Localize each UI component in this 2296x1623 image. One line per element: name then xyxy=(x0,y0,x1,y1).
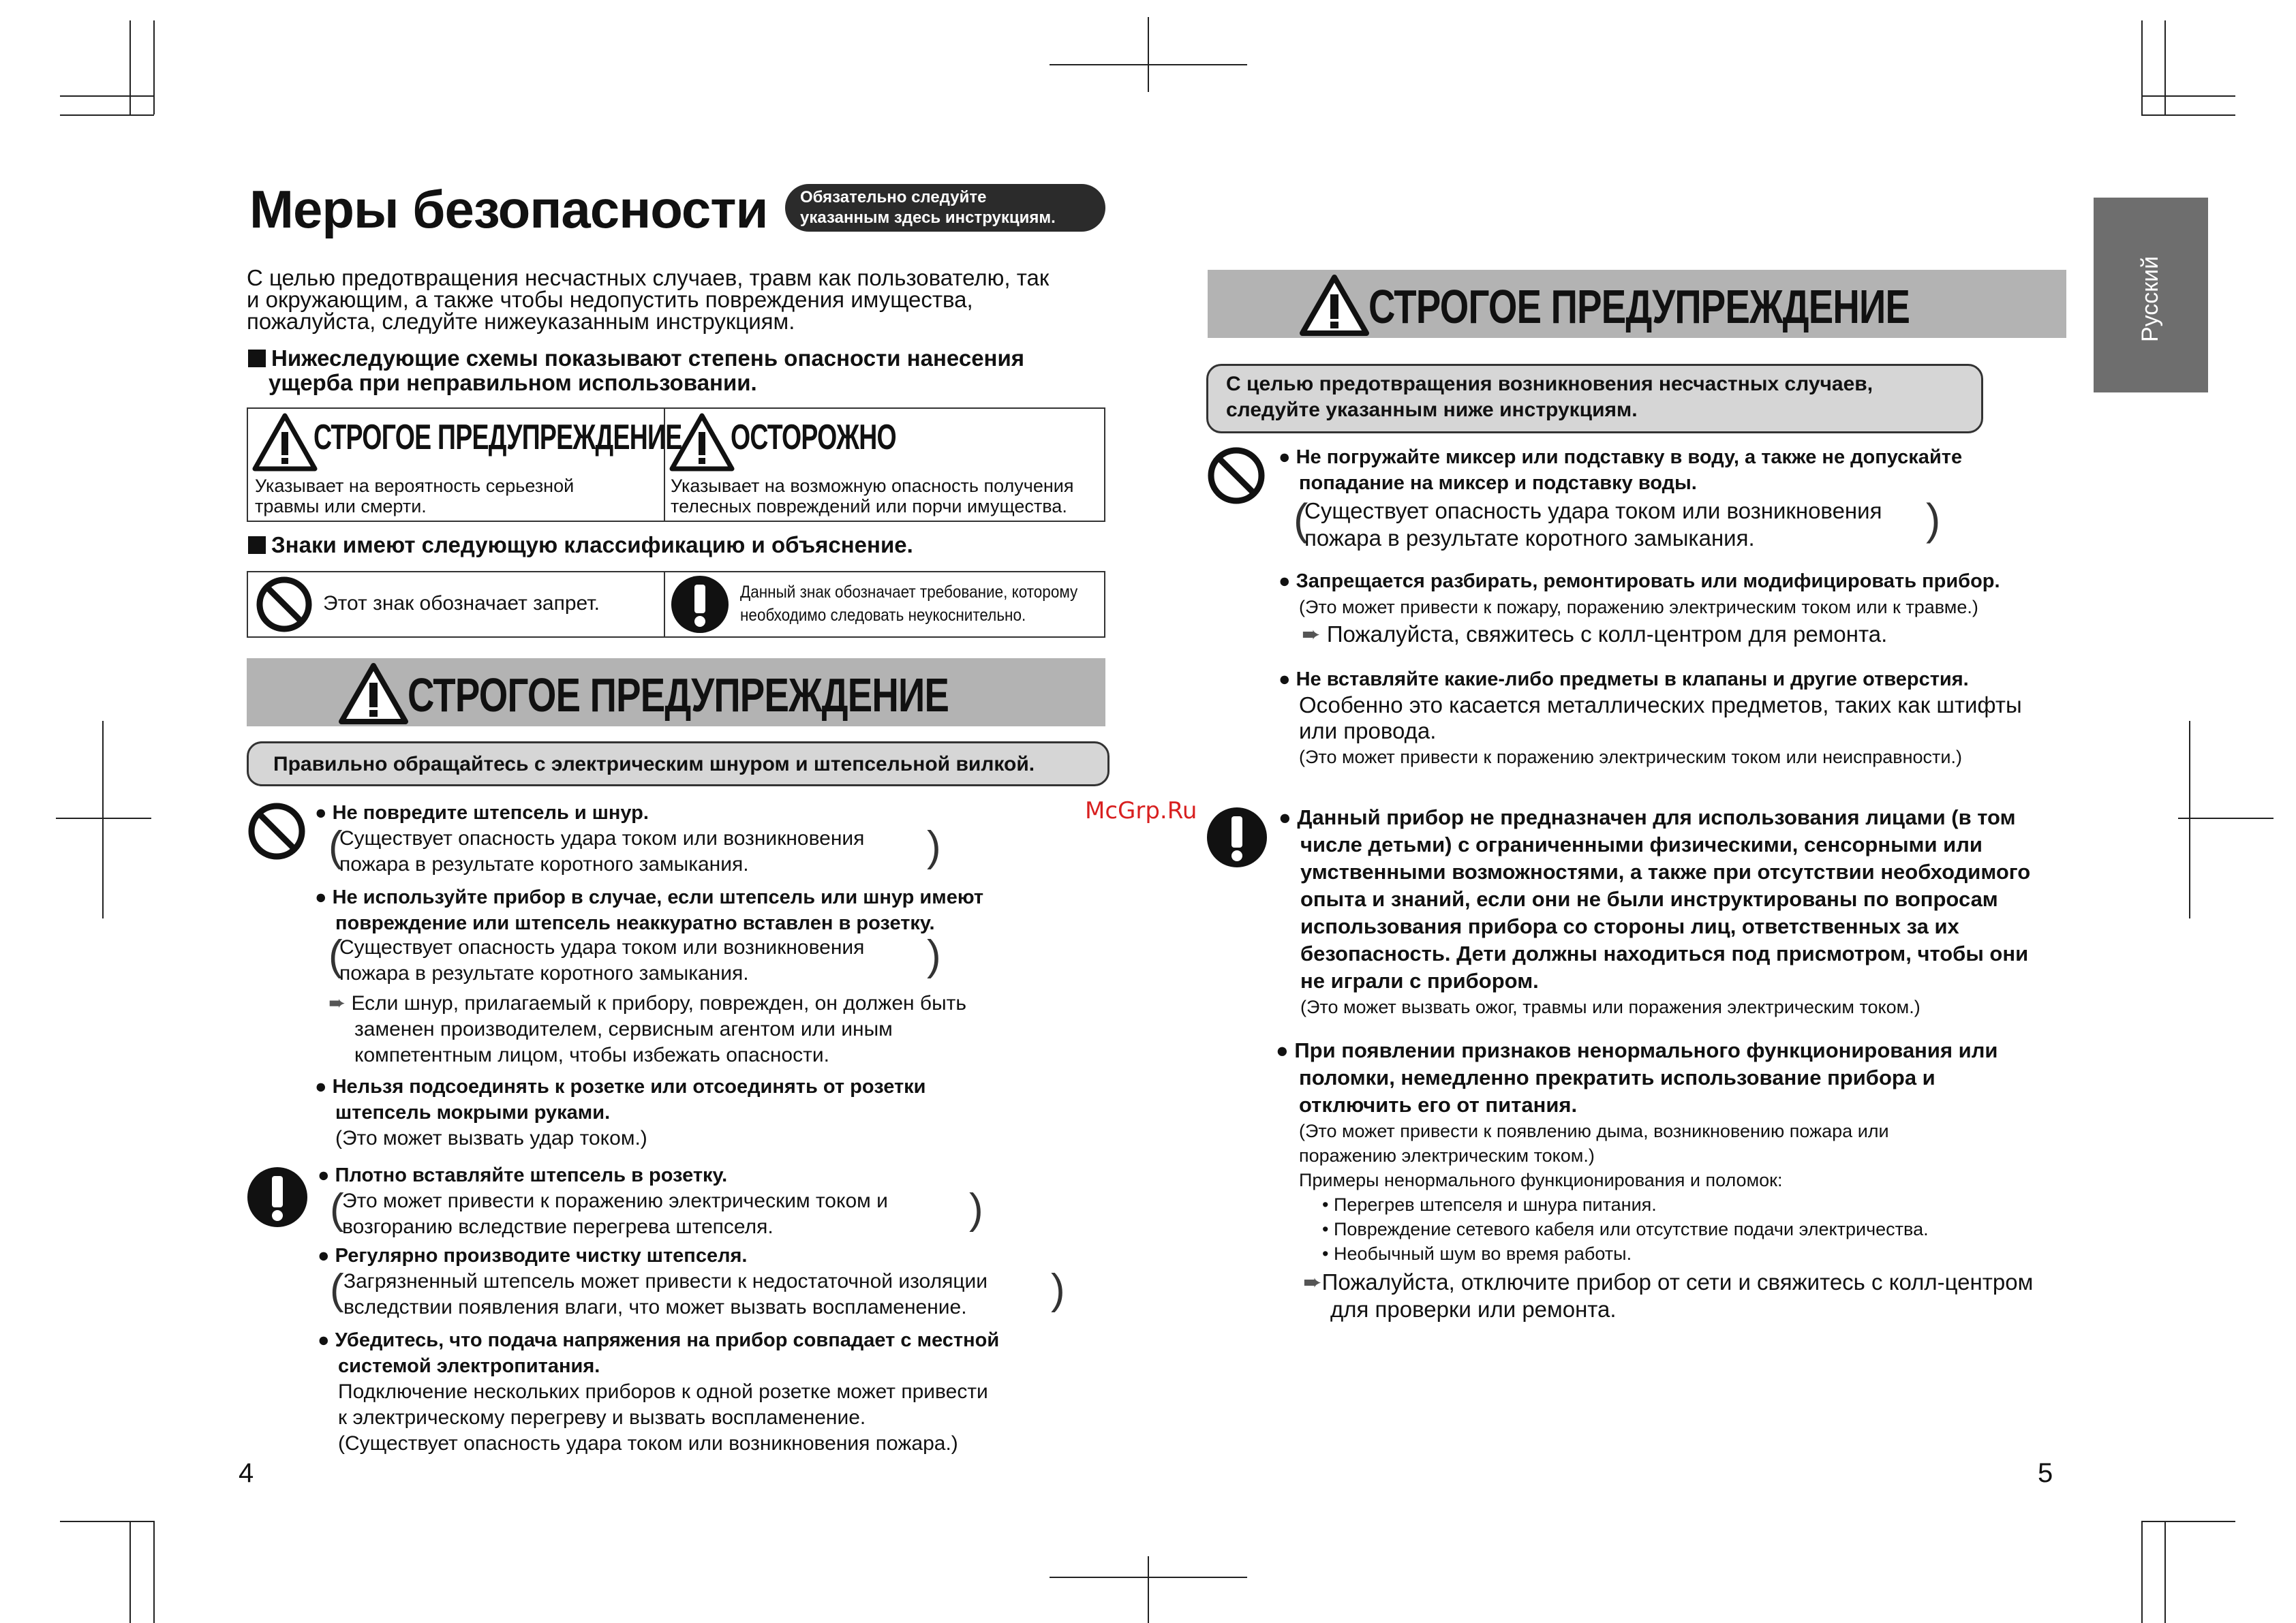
item-note-line: Это может привести к поражению электрическим током и xyxy=(342,1190,888,1212)
section-heading-line: ущерба при неправильном использовании. xyxy=(269,370,757,395)
level-description xyxy=(671,476,1073,516)
level-label: СТРОГОЕ ПРЕДУПРЕЖДЕНИЕ xyxy=(313,418,682,457)
sign-description-line: Данный знак обозначает требование, которому xyxy=(740,583,1078,602)
level-description xyxy=(255,476,574,516)
language-tab xyxy=(2094,198,2208,392)
example-item xyxy=(1276,1217,1997,1241)
language-tab-label: Русский xyxy=(2137,256,2163,342)
bullet-icon: ● xyxy=(1279,805,1291,829)
item-note xyxy=(339,826,864,878)
example-text: Повреждение сетевого кабеля или отсутствие подачи электричества. xyxy=(1333,1219,1929,1239)
item-note: (Это может вызвать ожог, травмы или поражения электрическим током.) xyxy=(1300,997,1920,1017)
arrow-right-icon: ➨ xyxy=(1303,1269,1322,1295)
arrow-note-line: заменен производителем, сервисным агентом или иным xyxy=(354,1018,893,1040)
item-note: (Это может привести к поражению электрическим током или неисправности.) xyxy=(1299,747,1962,767)
item-title: Не повредите штепсель и шнур. xyxy=(332,802,649,824)
level-description-line: телесных повреждений или порчи имущества. xyxy=(671,496,1067,516)
mandatory-icon xyxy=(247,1166,308,1228)
bullet-icon: ● xyxy=(1279,446,1291,468)
item-note-line: пожара в результате коротного замыкания. xyxy=(339,962,749,985)
arrow-note xyxy=(328,991,966,1068)
item-note-line: Существует опасность удара током или возникновения xyxy=(339,827,865,850)
arrow-note-line: Пожалуйста, свяжитесь с колл-центром для ремонта. xyxy=(1326,621,1888,647)
arrow-right-icon: ➨ xyxy=(328,992,346,1015)
item-title: повреждение или штепсель неаккуратно вставлен в розетку. xyxy=(335,912,935,934)
item-title: умственными возможностями, а также при отсутствии необходимого xyxy=(1300,860,2031,884)
prohibition-icon xyxy=(1206,446,1266,506)
item-note xyxy=(339,935,864,987)
example-text: Необычный шум во время работы. xyxy=(1333,1243,1632,1264)
list-item xyxy=(315,800,649,826)
item-note-line: Существует опасность удара током или возникновения xyxy=(339,936,865,959)
bullet-icon: ● xyxy=(315,802,327,824)
bullet-icon: ● xyxy=(315,1076,327,1098)
bracket-icon: ) xyxy=(927,823,941,870)
item-note-line: Подключение нескольких приборов к одной розетке может привести xyxy=(338,1380,988,1403)
crop-mark xyxy=(60,95,154,97)
crop-mark xyxy=(129,1521,131,1623)
crop-mark xyxy=(60,1521,154,1522)
intro-text xyxy=(247,267,1049,333)
item-title: Данный прибор не предназначен для использования лицами (в том xyxy=(1297,805,2016,829)
warning-banner-label: СТРОГОЕ ПРЕДУПРЕЖДЕНИЕ xyxy=(1368,280,1910,333)
item-title: отключить его от питания. xyxy=(1299,1093,1578,1117)
item-title: безопасность. Дети должны находиться под присмотром, чтобы они xyxy=(1300,942,2029,965)
item-title: Запрещается разбирать, ремонтировать или модифицировать прибор. xyxy=(1296,570,2000,592)
item-note-line: Существует опасность удара током или возникновения xyxy=(1304,498,1882,523)
example-item xyxy=(1276,1192,1997,1217)
arrow-note-line: для проверки или ремонта. xyxy=(1330,1297,1617,1322)
section-heading xyxy=(248,533,913,557)
list-item xyxy=(1276,1037,1997,1266)
list-item xyxy=(315,1074,926,1151)
item-note: (Это может привести к пожару, поражению электрическим током или к травме.) xyxy=(1299,597,1978,617)
square-bullet-icon xyxy=(248,350,266,367)
item-note-line: пожара в результате коротного замыкания. xyxy=(339,853,749,876)
example-text: Перегрев штепселя и шнура питания. xyxy=(1333,1194,1657,1215)
crop-mark xyxy=(2141,95,2235,97)
arrow-note-line: компетентным лицом, чтобы избежать опасности. xyxy=(354,1044,829,1066)
list-item xyxy=(315,884,983,936)
intro-line: пожалуйста, следуйте нижеуказанным инструкциям. xyxy=(247,309,795,334)
title-badge xyxy=(785,184,1105,232)
warning-banner xyxy=(1208,270,2066,338)
sign-description: Этот знак обозначает запрет. xyxy=(323,592,600,615)
crop-mark xyxy=(2164,20,2166,114)
bracket-icon: ( xyxy=(330,1186,344,1233)
bracket-icon: ( xyxy=(330,1266,344,1313)
arrow-note-line: Если шнур, прилагаемый к прибору, поврежден, он должен быть xyxy=(351,992,967,1015)
crop-mark xyxy=(1148,1556,1149,1623)
hazard-levels-table xyxy=(247,407,1105,522)
bullet-icon: ● xyxy=(1276,1038,1289,1062)
warning-triangle-icon xyxy=(669,413,735,472)
item-title: При появлении признаков ненормального функционирования или xyxy=(1294,1038,1998,1062)
crop-mark xyxy=(56,818,151,819)
rule-pill-line: С целью предотвращения возникновения несчастных случаев, xyxy=(1226,373,1873,395)
arrow-right-icon: ➨ xyxy=(1302,621,1321,647)
crop-mark xyxy=(129,20,131,114)
section-heading-line: Нижеследующие схемы показывают степень опасности нанесения xyxy=(271,345,1025,371)
arrow-note xyxy=(1302,621,1887,647)
item-note xyxy=(343,1269,988,1320)
bracket-icon: ) xyxy=(927,932,941,979)
item-note-line: (Это может привести к появлению дыма, возникновению пожара или xyxy=(1299,1121,1889,1141)
item-note xyxy=(1304,497,1882,552)
item-note-line: возгоранию вследствие перегрева штепселя. xyxy=(342,1216,774,1238)
crop-mark xyxy=(2141,1521,2235,1522)
small-bullet-icon: • xyxy=(1322,1243,1329,1264)
list-item xyxy=(318,1327,999,1457)
item-note-line: вследствии появления влаги, что может вызвать воспламенение. xyxy=(343,1296,967,1318)
bracket-icon: ( xyxy=(1294,495,1308,544)
warning-triangle-icon xyxy=(252,413,318,472)
item-title: использования прибора со стороны лиц, ответственных за их xyxy=(1300,914,1959,938)
small-bullet-icon: • xyxy=(1322,1194,1329,1215)
item-note xyxy=(342,1188,888,1240)
page-number: 5 xyxy=(2038,1458,2053,1488)
item-title: Убедитесь, что подача напряжения на прибор совпадает с местной xyxy=(335,1329,1000,1351)
item-note-line: к электрическому перегреву и вызвать воспламенение. xyxy=(338,1406,866,1429)
level-description-line: Указывает на возможную опасность получения xyxy=(671,476,1074,496)
item-title: системой электропитания. xyxy=(338,1355,600,1377)
level-description-line: травмы или смерти. xyxy=(255,496,427,516)
item-note-line: (Существует опасность удара током или возникновения пожара.) xyxy=(338,1432,958,1455)
item-note-line: Загрязненный штепсель может привести к недостаточной изоляции xyxy=(343,1270,988,1293)
item-title: попадание на миксер и подставку воды. xyxy=(1299,472,1697,494)
item-body-line: Особенно это касается металлических предметов, таких как штифты xyxy=(1299,692,2022,717)
item-title: не играли с прибором. xyxy=(1300,969,1539,993)
crop-mark xyxy=(2141,20,2143,114)
arrow-note xyxy=(1303,1269,2033,1323)
prohibition-icon xyxy=(247,801,307,861)
item-title: Не вставляйте какие-либо предметы в клапаны и другие отверстия. xyxy=(1296,668,1969,690)
square-bullet-icon xyxy=(248,536,266,554)
list-item xyxy=(1279,804,2030,1019)
crop-mark xyxy=(2164,1521,2166,1623)
item-title: Нельзя подсоединять к розетке или отсоединять от розетки xyxy=(332,1076,926,1098)
bullet-icon: ● xyxy=(318,1245,330,1267)
watermark: McGrp.Ru xyxy=(1085,797,1197,824)
warning-banner-label: СТРОГОЕ ПРЕДУПРЕЖДЕНИЕ xyxy=(408,668,949,722)
rule-pill-line: следуйте указанным ниже инструкциям. xyxy=(1226,399,1638,421)
warning-banner xyxy=(247,658,1105,726)
sign-description-line: необходимо следовать неукоснительно. xyxy=(740,606,1026,625)
crop-mark xyxy=(2189,721,2190,918)
bracket-icon: ) xyxy=(1051,1266,1065,1313)
sign-description xyxy=(740,581,1077,627)
list-item xyxy=(1279,568,2000,620)
item-title: Не погружайте миксер или подставку в воду, а также не допускайте xyxy=(1296,446,1963,468)
item-note-line: пожара в результате коротного замыкания. xyxy=(1304,525,1755,551)
bullet-icon: ● xyxy=(318,1164,330,1186)
item-note-line: поражению электрическим током.) xyxy=(1299,1145,1595,1166)
crop-mark xyxy=(1050,64,1247,65)
item-title: опыта и знаний, если они не были инструктированы по вопросам xyxy=(1300,887,1998,911)
section-heading-line: Знаки имеют следующую классификацию и объяснение. xyxy=(271,532,913,557)
item-note: (Это может вызвать удар током.) xyxy=(335,1127,647,1149)
item-title: штепсель мокрыми руками. xyxy=(335,1102,611,1124)
page-title: Меры безопасности xyxy=(249,179,768,239)
item-title: Не используйте прибор в случае, если штепсель или шнур имеют xyxy=(332,886,984,908)
bullet-icon: ● xyxy=(315,886,327,908)
bracket-icon: ( xyxy=(328,932,343,979)
mandatory-icon xyxy=(671,575,729,634)
item-body-line: или провода. xyxy=(1299,718,1437,743)
crop-mark xyxy=(1050,1577,1247,1578)
level-label: ОСТОРОЖНО xyxy=(731,418,896,457)
title-badge-line: указанным здесь инструкциям. xyxy=(800,208,1056,227)
bullet-icon: ● xyxy=(1279,668,1291,690)
item-title: Регулярно производите чистку штепселя. xyxy=(335,1245,748,1267)
bracket-icon: ) xyxy=(1926,495,1941,544)
prohibition-icon xyxy=(255,575,313,634)
bracket-icon: ) xyxy=(969,1186,983,1233)
mandatory-icon xyxy=(1206,807,1268,868)
crop-mark xyxy=(2141,1521,2143,1623)
crop-mark xyxy=(60,114,154,116)
crop-mark xyxy=(2178,818,2274,819)
item-title: числе детьми) с ограниченными физическими, сенсорными или xyxy=(1300,833,1983,856)
rule-pill: Правильно обращайтесь с электрическим шнуром и штепсельной вилкой. xyxy=(247,741,1109,786)
crop-mark xyxy=(2141,114,2235,116)
intro-line: и окружающим, а также чтобы недопустить повреждения имущества, xyxy=(247,287,973,312)
item-title: Плотно вставляйте штепсель в розетку. xyxy=(335,1164,728,1186)
warning-triangle-icon xyxy=(1299,274,1370,337)
item-note-line: Примеры ненормального функционирования и поломок: xyxy=(1299,1170,1783,1190)
list-item xyxy=(318,1162,727,1188)
item-title: поломки, немедленно прекратить использование прибора и xyxy=(1299,1066,1935,1089)
rule-pill xyxy=(1206,364,1983,433)
intro-line: С целью предотвращения несчастных случаев, травм как пользователю, так xyxy=(247,265,1050,290)
list-item xyxy=(1279,444,1962,496)
bullet-icon: ● xyxy=(318,1329,330,1351)
level-description-line: Указывает на вероятность серьезной xyxy=(255,476,575,496)
crop-mark xyxy=(153,1521,155,1623)
title-badge-line: Обязательно следуйте xyxy=(800,188,987,206)
example-item xyxy=(1276,1241,1997,1266)
bracket-icon: ( xyxy=(328,823,343,870)
bullet-icon: ● xyxy=(1279,570,1291,592)
list-item xyxy=(1279,666,2022,770)
section-heading xyxy=(248,346,1024,395)
crop-mark xyxy=(1148,17,1149,92)
crop-mark xyxy=(153,20,155,114)
small-bullet-icon: • xyxy=(1322,1219,1329,1239)
list-item xyxy=(318,1243,747,1269)
warning-triangle-icon xyxy=(338,662,409,725)
signs-table xyxy=(247,571,1105,638)
arrow-note-line: Пожалуйста, отключите прибор от сети и свяжитесь с колл-центром xyxy=(1321,1269,2034,1295)
crop-mark xyxy=(102,721,104,918)
page-number: 4 xyxy=(239,1458,254,1488)
